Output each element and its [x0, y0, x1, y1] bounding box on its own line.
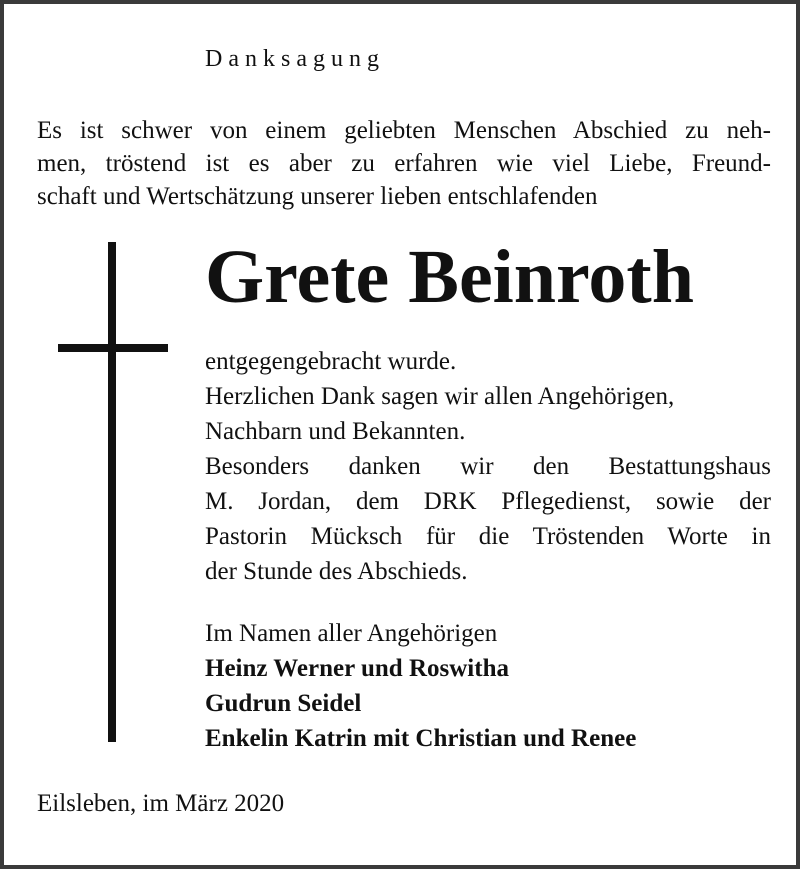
body-line: Pastorin Mücksch für die Tröstenden Worte in	[205, 523, 771, 550]
body-line: der Stunde des Abschieds.	[205, 558, 468, 585]
heading-danksagung: Danksagung	[205, 46, 385, 72]
cross-vertical-bar	[108, 242, 116, 742]
cross-horizontal-bar	[58, 344, 168, 352]
intro-paragraph	[37, 114, 771, 213]
body-line: M. Jordan, dem DRK Pflegedienst, sowie der	[205, 488, 771, 515]
intro-line: Es ist schwer von einem geliebten Menschen Abschied zu neh-	[37, 117, 771, 144]
thanks-paragraph	[205, 344, 771, 589]
signer-name: Enkelin Katrin mit Christian und Renee	[205, 725, 637, 752]
body-line: Herzlichen Dank sagen wir allen Angehörigen,	[205, 383, 675, 410]
signature-block	[205, 616, 771, 756]
body-line: Nachbarn und Bekannten.	[205, 418, 466, 445]
signer-name: Heinz Werner und Roswitha	[205, 655, 509, 682]
deceased-name: Grete Beinroth	[205, 235, 694, 319]
body-line: Besonders danken wir den Bestattungshaus	[205, 453, 771, 480]
intro-line: schaft und Wertschätzung unserer lieben entschlafenden	[37, 183, 598, 210]
signer-name: Gudrun Seidel	[205, 690, 362, 717]
cross-icon	[58, 242, 168, 742]
place-date: Eilsleben, im März 2020	[37, 790, 285, 817]
body-line: entgegengebracht wurde.	[205, 348, 457, 375]
signature-intro: Im Namen aller Angehörigen	[205, 620, 498, 647]
intro-line: men, tröstend ist es aber zu erfahren wie viel Liebe, Freund-	[37, 150, 771, 177]
